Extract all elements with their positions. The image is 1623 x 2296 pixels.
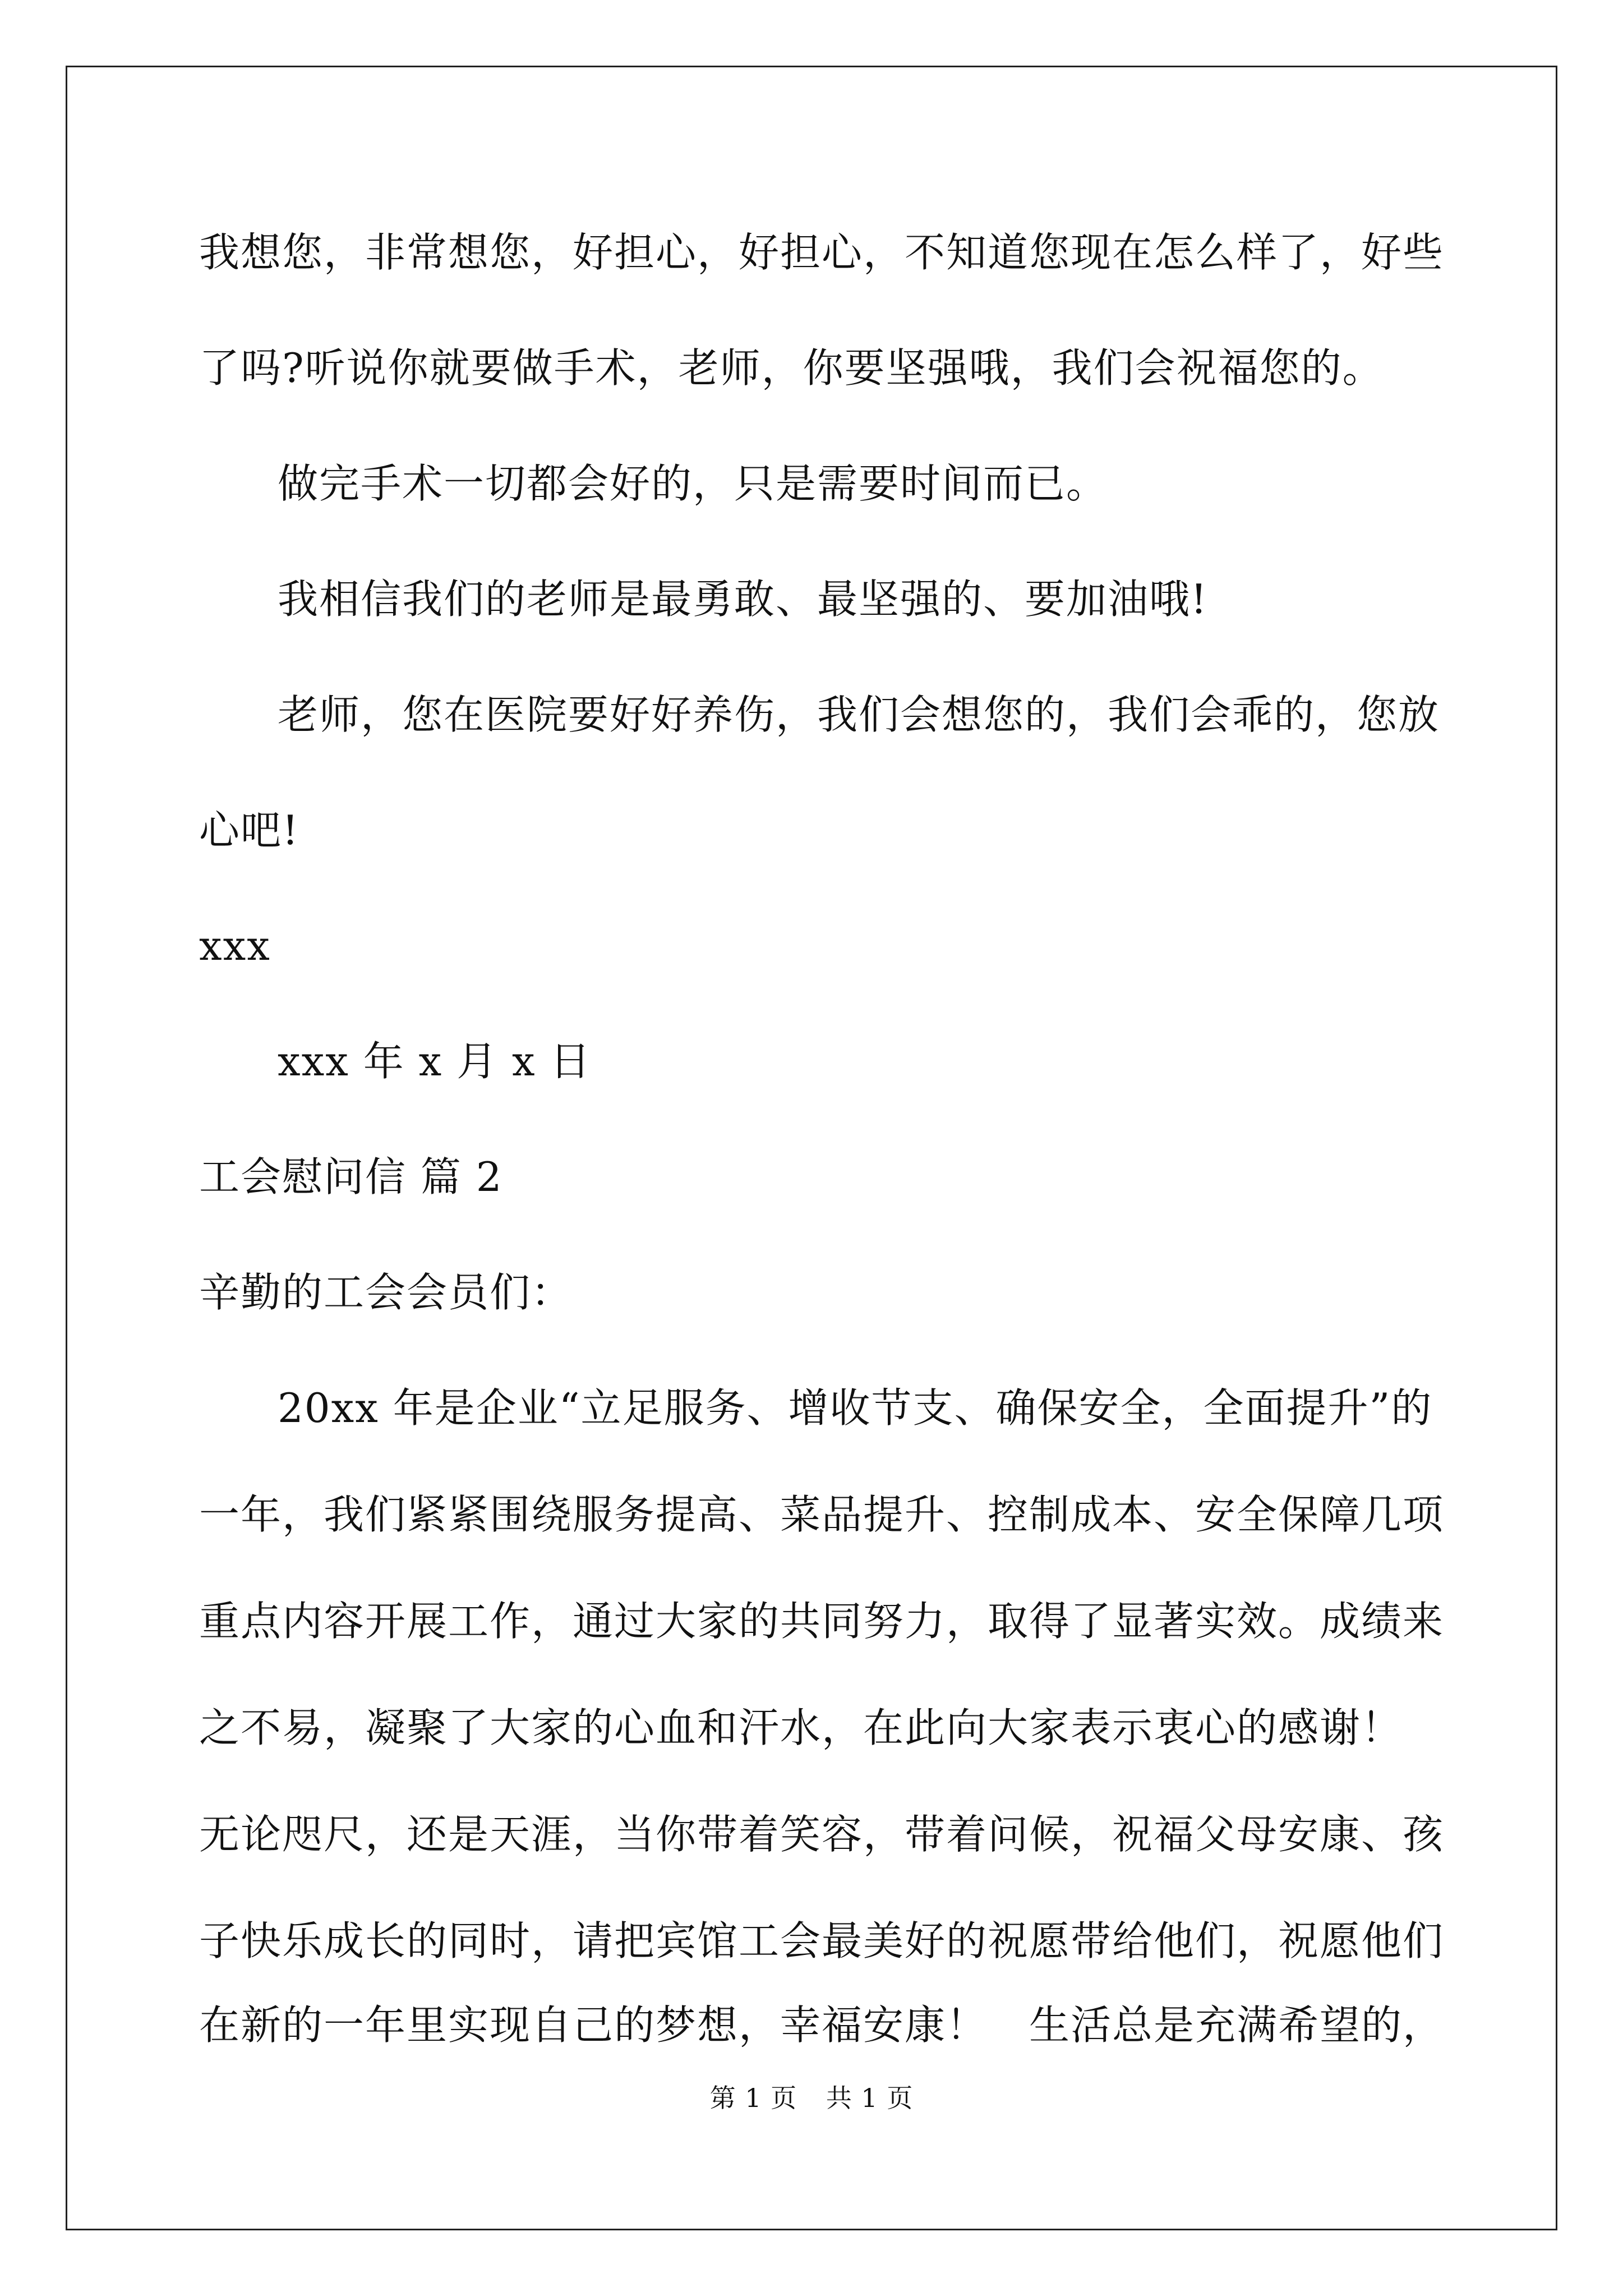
body-line-2: 了吗?听说你就要做手术，老师，你要坚强哦，我们会祝福您的。 — [199, 344, 1384, 392]
body-line-4: 我相信我们的老师是最勇敢、最坚强的、要加油哦! — [278, 576, 1208, 623]
page-footer — [0, 2081, 1623, 2115]
signature-name: xxx — [199, 922, 271, 969]
page-total: 共 1 页 — [826, 2083, 914, 2113]
body-line-14: 之不易，凝聚了大家的心血和汗水，在此向大家表示衷心的感谢！ — [199, 1704, 1403, 1751]
body-line-15: 无论咫尺，还是天涯，当你带着笑容，带着问候，祝福父母安康、孩 — [199, 1811, 1445, 1858]
body-line-11: 20xx 年是企业“立足服务、增收节支、确保安全，全面提升”的 — [278, 1384, 1433, 1432]
page-number: 第 1 页 — [709, 2083, 797, 2113]
body-line-3: 做完手术一切都会好的，只是需要时间而已。 — [278, 460, 1108, 507]
section-heading: 工会慰问信 篇 2 — [199, 1153, 503, 1200]
body-line-16: 子快乐成长的同时，请把宾馆工会最美好的祝愿带给他们，祝愿他们 — [199, 1917, 1445, 1964]
body-line-1: 我想您，非常想您，好担心，好担心，不知道您现在怎么样了，好些 — [199, 229, 1445, 276]
body-line-13: 重点内容开展工作，通过大家的共同努力，取得了显著实效。成绩来 — [199, 1598, 1445, 1645]
body-line-6: 心吧! — [199, 807, 299, 854]
salutation: 辛勤的工会会员们： — [199, 1269, 573, 1316]
body-line-12: 一年，我们紧紧围绕服务提高、菜品提升、控制成本、安全保障几项 — [199, 1491, 1445, 1538]
body-line-5: 老师，您在医院要好好养伤，我们会想您的，我们会乖的，您放 — [278, 691, 1440, 738]
body-line-17: 在新的一年里实现自己的梦想，幸福安康！ 生活总是充满希望的， — [199, 2001, 1445, 2049]
signature-date: xxx 年 x 月 x 日 — [278, 1038, 592, 1085]
